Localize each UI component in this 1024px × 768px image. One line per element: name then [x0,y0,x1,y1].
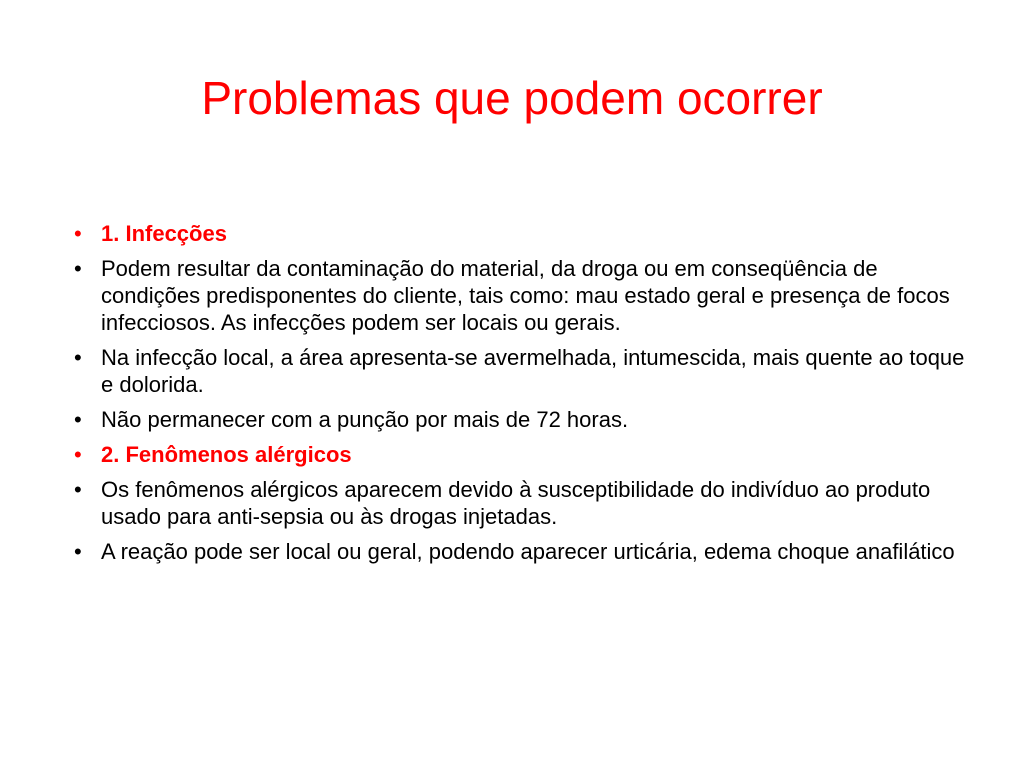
bullet-text: Podem resultar da contaminação do material, da droga ou em conseqüência de condições predisponentes do cliente, tais como: mau estado geral e presença de focos infecciosos. As infecções podem ser locais ou gerais. [101,256,950,335]
bullet-dot-icon: • [74,407,82,432]
bullet-dot-icon: • [74,477,82,502]
bullet-text: 2. Fenômenos alérgicos [101,442,352,467]
bullet-text: Não permanecer com a punção por mais de 72 horas. [101,407,629,432]
bullet-item-heading [74,441,974,468]
bullet-text: Os fenômenos alérgicos aparecem devido à susceptibilidade do indivíduo ao produto usado para anti-sepsia ou às drogas injetadas. [101,477,931,529]
bullet-item [74,538,974,565]
bullet-dot-icon: • [74,442,82,467]
bullet-dot-icon: • [74,345,82,370]
bullet-item [74,344,974,398]
slide-title: Problemas que podem ocorrer [201,72,823,124]
bullet-item [74,476,974,530]
bullet-item [74,406,974,433]
bullet-text: Na infecção local, a área apresenta-se avermelhada, intumescida, mais quente ao toque e dolorida. [101,345,965,397]
bullet-list [74,220,974,573]
bullet-text: 1. Infecções [101,221,227,246]
bullet-text: A reação pode ser local ou geral, podendo aparecer urticária, edema choque anafilático [101,539,955,564]
bullet-dot-icon: • [74,256,82,281]
bullet-dot-icon: • [74,221,82,246]
bullet-dot-icon: • [74,539,82,564]
bullet-item-heading [74,220,974,247]
bullet-item [74,255,974,336]
